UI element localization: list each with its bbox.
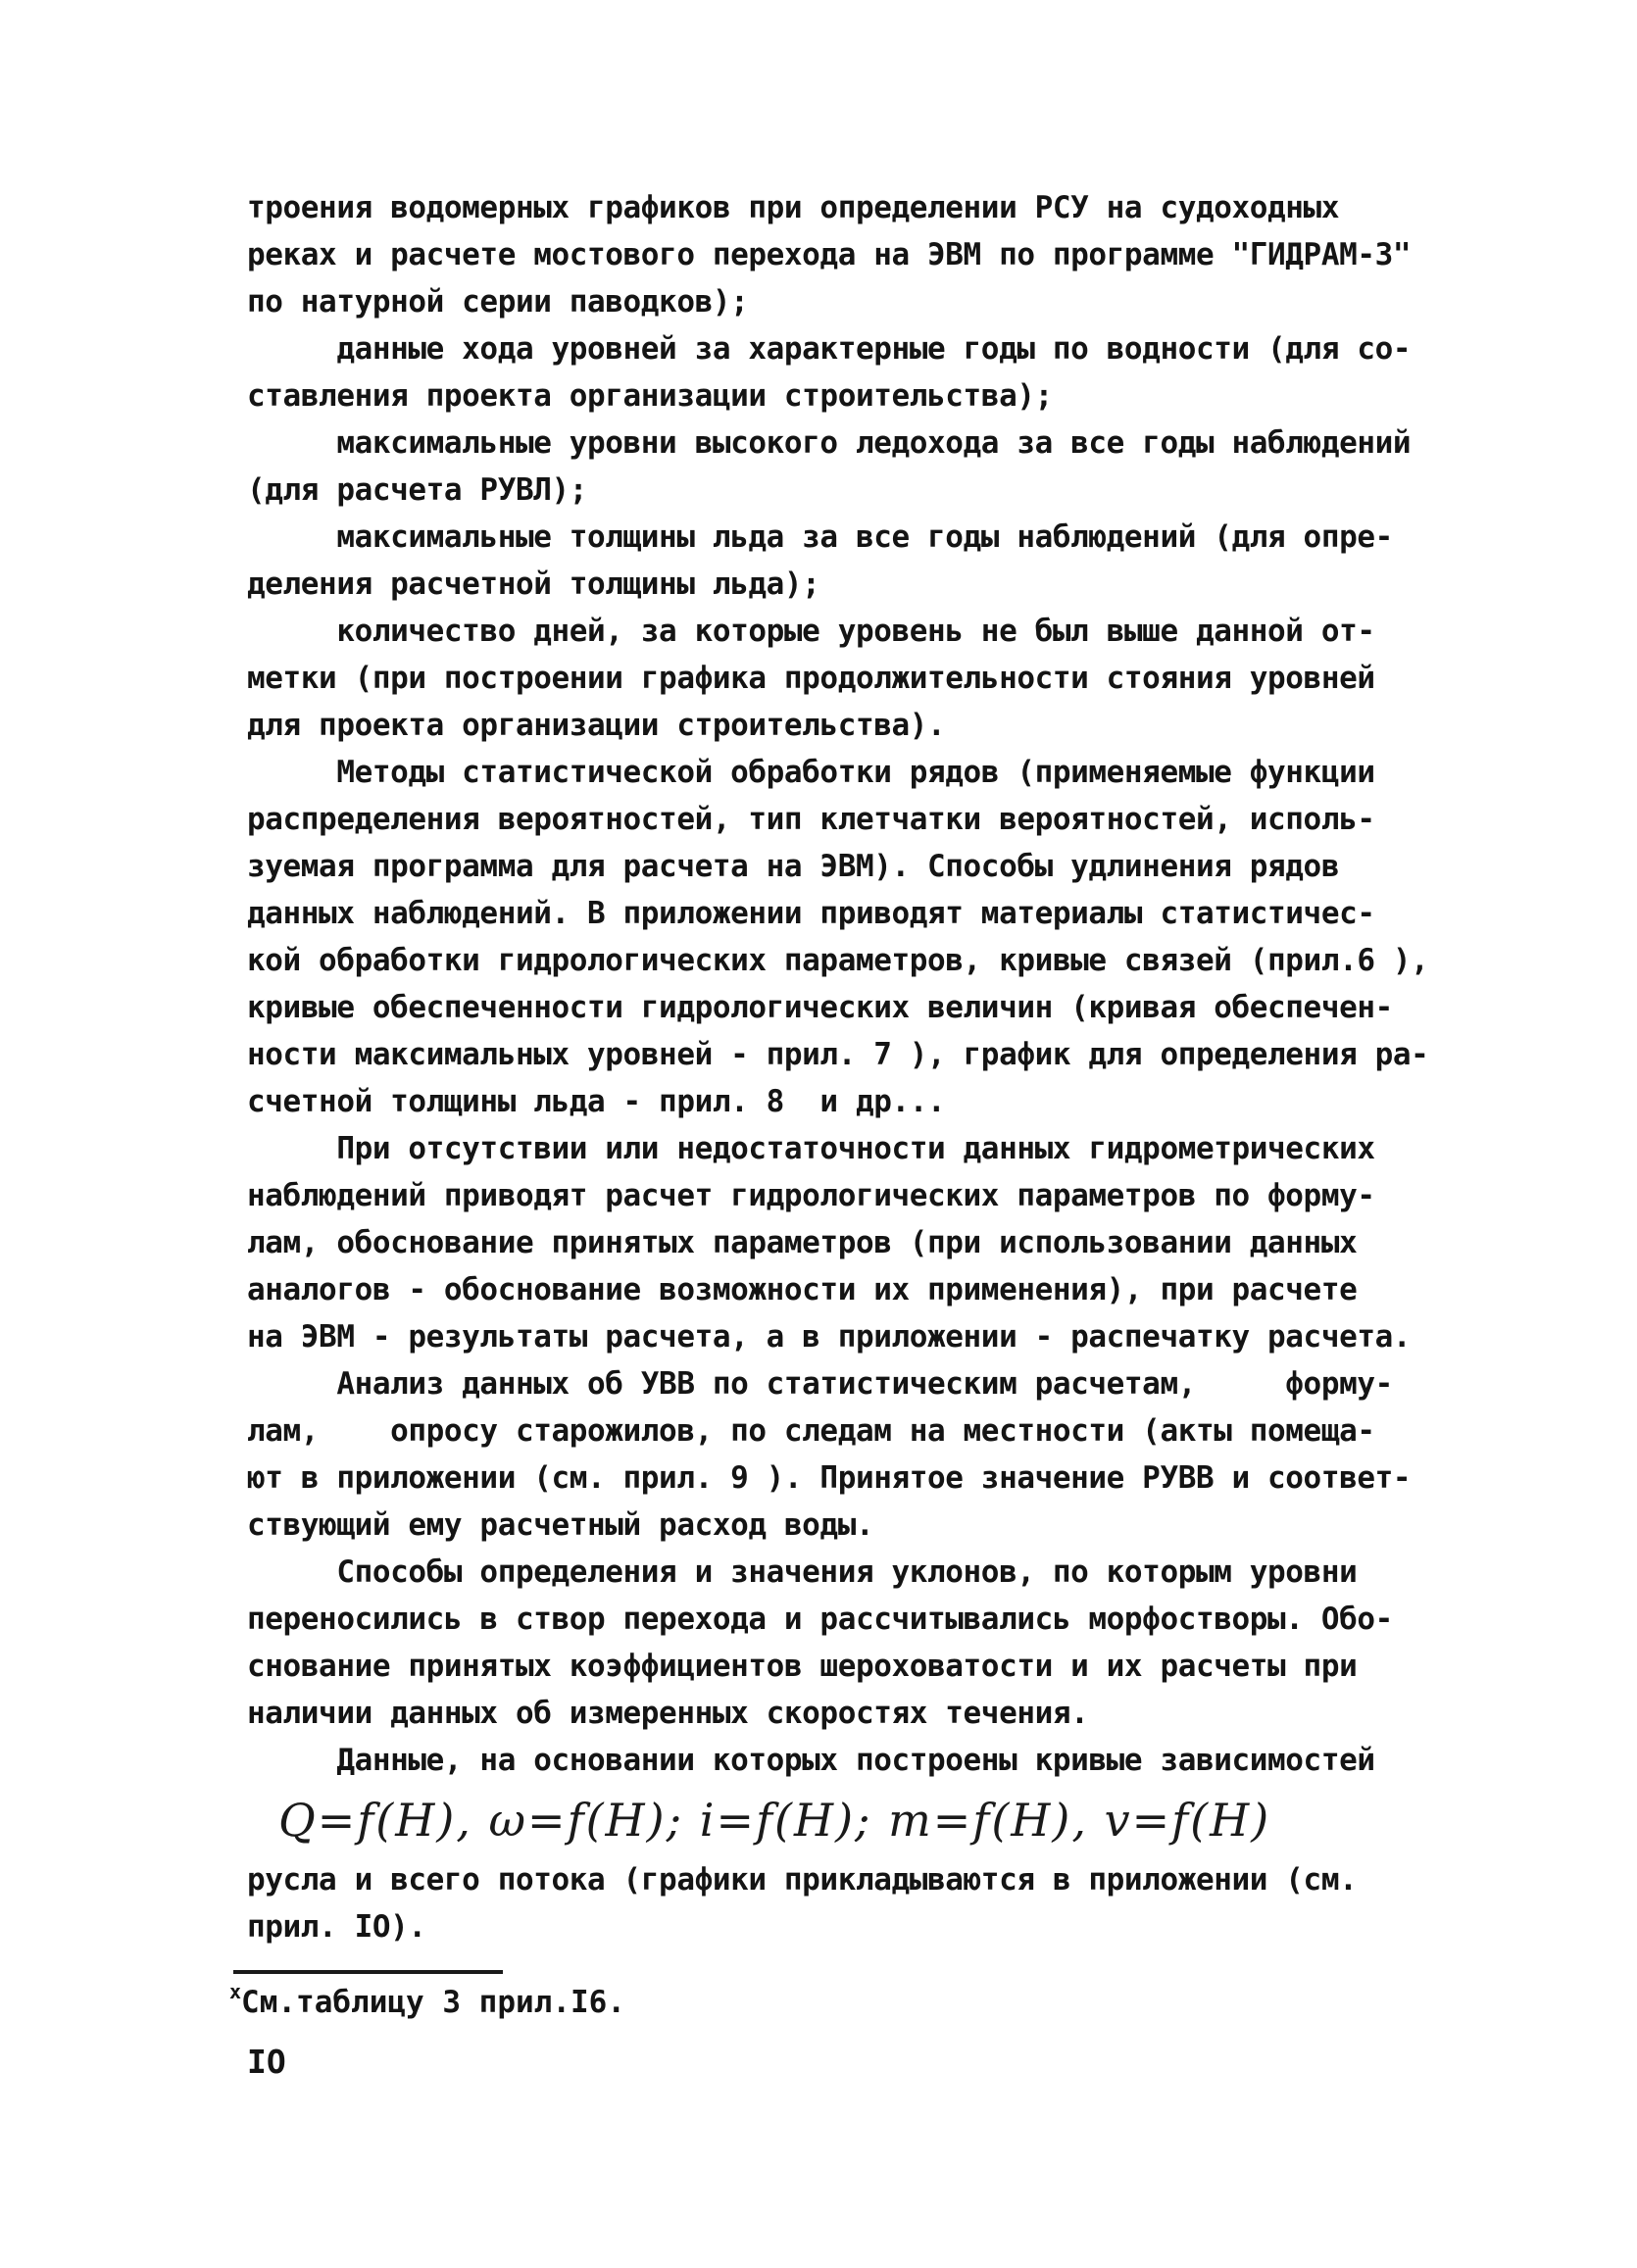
text-line: троения водомерных графиков при определении РСУ на судоходных [247, 190, 1340, 225]
text-line: количество дней, за которые уровень не был выше данной от- [247, 614, 1375, 649]
footnote [229, 1968, 625, 2026]
text-line: ствующий ему расчетный расход воды. [247, 1507, 874, 1543]
text-line: максимальные уровни высокого ледохода за все годы наблюдений [247, 425, 1412, 461]
text-line: кривые обеспеченности гидрологических величин (кривая обеспечен- [247, 990, 1393, 1025]
text-line: на ЭВМ - результаты расчета, а в приложении - распечатку расчета. [247, 1319, 1412, 1355]
text-line: наблюдений приводят расчет гидрологических параметров по форму- [247, 1178, 1375, 1213]
text-line: русла и всего потока (графики прикладываются в приложении (см. [247, 1862, 1358, 1898]
text-line: для проекта организации строительства). [247, 708, 946, 743]
text-line: кой обработки гидрологических параметров, кривые связей (прил.6 ), [247, 943, 1429, 978]
text-line: метки (при построении графика продолжительности стояния уровней [247, 661, 1375, 696]
text-line: распределения вероятностей, тип клетчатки вероятностей, исполь- [247, 802, 1375, 837]
text-line: деления расчетной толщины льда); [247, 567, 820, 602]
text-line: Методы статистической обработки рядов (применяемые функции [247, 755, 1375, 790]
text-line: аналогов - обоснование возможности их применения), при расчете [247, 1272, 1358, 1307]
text-line: ставления проекта организации строительства); [247, 378, 1053, 414]
text-line: Способы определения и значения уклонов, по которым уровни [247, 1554, 1358, 1590]
text-line: данных наблюдений. В приложении приводят материалы статистичес- [247, 896, 1375, 931]
text-line: лам, опросу старожилов, по следам на местности (акты помеща- [247, 1413, 1375, 1449]
footnote-text: См.таблицу 3 прил.I6. [241, 1985, 625, 2020]
text-line: зуемая программа для расчета на ЭВМ). Способы удлинения рядов [247, 849, 1340, 884]
text-line: наличии данных об измеренных скоростях течения. [247, 1696, 1089, 1731]
text-line: (для расчета РУВЛ); [247, 472, 588, 508]
text-line: лам, обоснование принятых параметров (при использовании данных [247, 1225, 1358, 1260]
text-line: ности максимальных уровней - прил. 7 ), график для определения ра- [247, 1037, 1429, 1072]
text-line: переносились в створ перехода и рассчитывались морфостворы. Обо- [247, 1602, 1393, 1637]
body-text [247, 184, 1492, 1950]
text-line: Данные, на основании которых построены кривые зависимостей [247, 1743, 1375, 1778]
text-line: ют в приложении (см. прил. 9 ). Принятое значение РУВВ и соответ- [247, 1460, 1412, 1496]
text-line: снование принятых коэффициентов шероховатости и их расчеты при [247, 1649, 1358, 1684]
text-line: реках и расчете мостового перехода на ЭВМ по программе "ГИДРАМ-3" [247, 237, 1412, 272]
text-line: счетной толщины льда - прил. 8 и др... [247, 1084, 946, 1119]
handwritten-formula: Q=f(H), ω=f(H); i=f(H); m=f(H), v=f(H) [278, 1794, 1271, 1847]
text-line: При отсутствии или недостаточности данных гидрометрических [247, 1131, 1375, 1166]
page-number: IO [247, 2043, 286, 2081]
footnote-marker: x [229, 1980, 242, 2003]
text-line: по натурной серии паводков); [247, 284, 749, 320]
text-line: данные хода уровней за характерные годы по водности (для со- [247, 331, 1412, 367]
text-line: прил. IO). [247, 1909, 426, 1945]
text-line: Анализ данных об УВВ по статистическим расчетам, форму- [247, 1366, 1393, 1402]
text-line: максимальные толщины льда за все годы наблюдений (для опре- [247, 519, 1393, 555]
